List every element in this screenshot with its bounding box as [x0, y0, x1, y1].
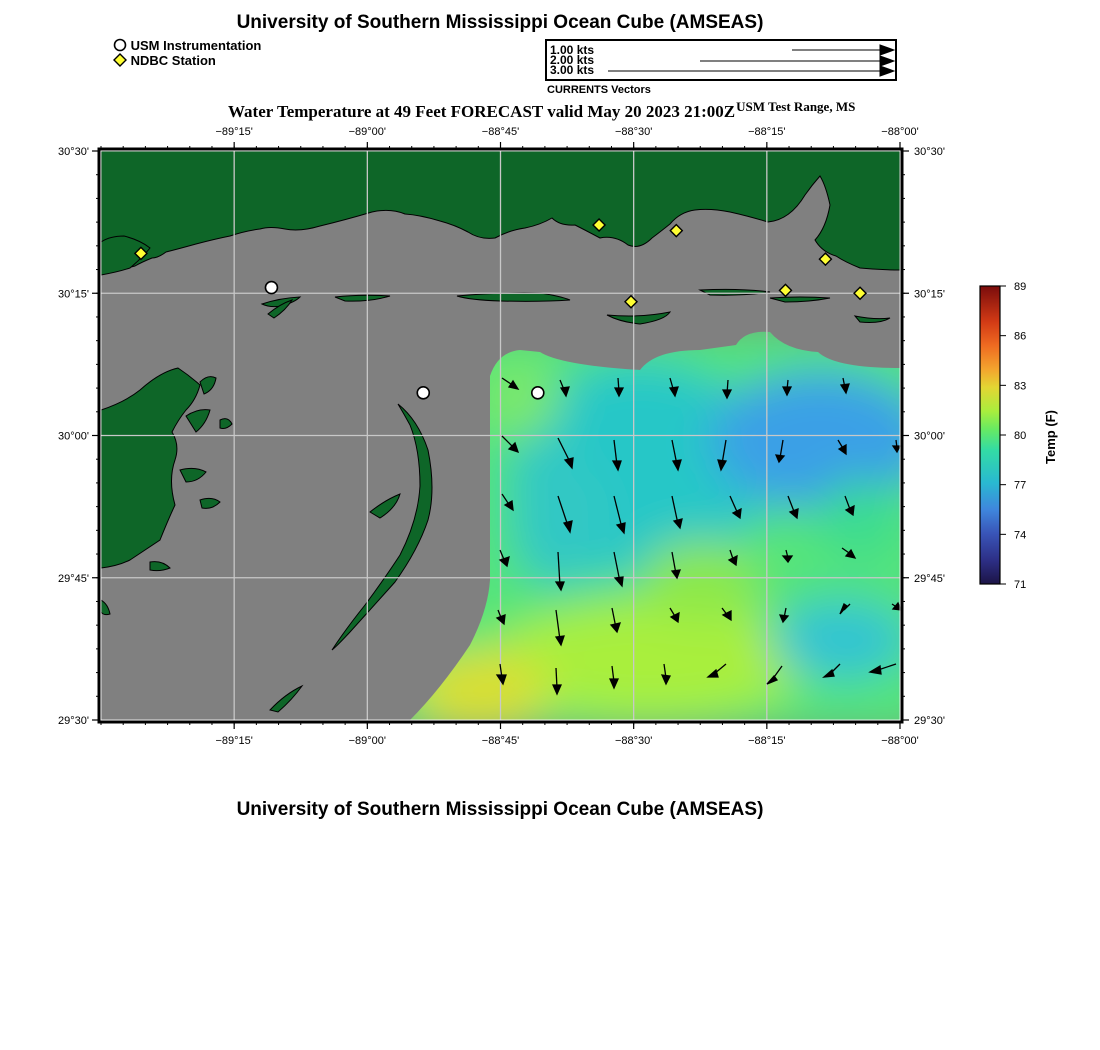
colorbar-tick-0: 71 [1014, 579, 1027, 591]
lat-label-right-0: 30°30' [914, 146, 945, 158]
colorbar-tick-2: 77 [1014, 479, 1027, 492]
lat-label-left-4: 29°30' [58, 715, 89, 727]
scale-row-2: 2.00 kts [550, 53, 595, 67]
lon-label-bottom-0: −89°15' [215, 735, 253, 747]
lon-label-top-5: −88°00' [881, 126, 919, 138]
legend-ndbc-label: NDBC Station [130, 53, 216, 68]
footer-title: University of Southern Mississippi Ocean Cube (AMSEAS) [236, 799, 764, 820]
lat-label-right-2: 30°00' [914, 430, 945, 443]
lon-label-top-3: −88°30' [614, 126, 653, 138]
colorbar-gradient [980, 286, 1000, 584]
lon-label-bottom-2: −88°45' [481, 735, 520, 747]
colorbar-tick-3: 80 [1014, 430, 1027, 442]
lat-label-right-1: 30°15' [914, 288, 945, 301]
lat-label-left-3: 29°45' [58, 572, 89, 585]
map-region: USM Test Range, MS [736, 99, 856, 114]
page-title: University of Southern Mississippi Ocean Cube (AMSEAS) [236, 12, 764, 33]
lat-label-right-4: 29°30' [914, 715, 945, 727]
colorbar-ticks [1000, 281, 1026, 591]
lon-label-bottom-3: −88°30' [614, 735, 653, 747]
usm-station-2 [532, 387, 544, 399]
scale-row-1: 1.00 kts [550, 43, 595, 57]
lat-label-left-0: 30°30' [58, 146, 89, 158]
usm-station-1 [417, 387, 429, 399]
lat-label-left-1: 30°15' [58, 288, 89, 301]
lon-label-top-1: −89°00' [348, 126, 387, 138]
colorbar [970, 275, 1050, 595]
map-subtitle-text: Water Temperature at 49 Feet FORECAST valid May 20 2023 21:00Z [228, 102, 736, 121]
colorbar-title: Temp (F) [1043, 410, 1058, 464]
legend-usm-label: USM Instrumentation [130, 38, 262, 53]
colorbar-tick-5: 86 [1014, 330, 1027, 343]
lon-label-bottom-5: −88°00' [881, 735, 919, 747]
usm-station-0 [265, 282, 277, 294]
lon-label-top-2: −88°45' [481, 126, 520, 138]
lon-label-top-0: −89°15' [215, 126, 253, 138]
lon-label-bottom-4: −88°15' [748, 735, 786, 747]
lat-label-right-3: 29°45' [914, 572, 945, 585]
lon-label-bottom-1: −89°00' [348, 735, 387, 747]
lat-label-left-2: 30°00' [58, 430, 89, 443]
colorbar-tick-4: 83 [1014, 380, 1027, 393]
vector-caption: CURRENTS Vectors [547, 84, 651, 96]
scale-row-3: 3.00 kts [550, 63, 595, 77]
colorbar-tick-1: 74 [1014, 529, 1027, 542]
lon-label-top-4: −88°15' [748, 126, 786, 138]
colorbar-tick-6: 89 [1014, 281, 1027, 293]
